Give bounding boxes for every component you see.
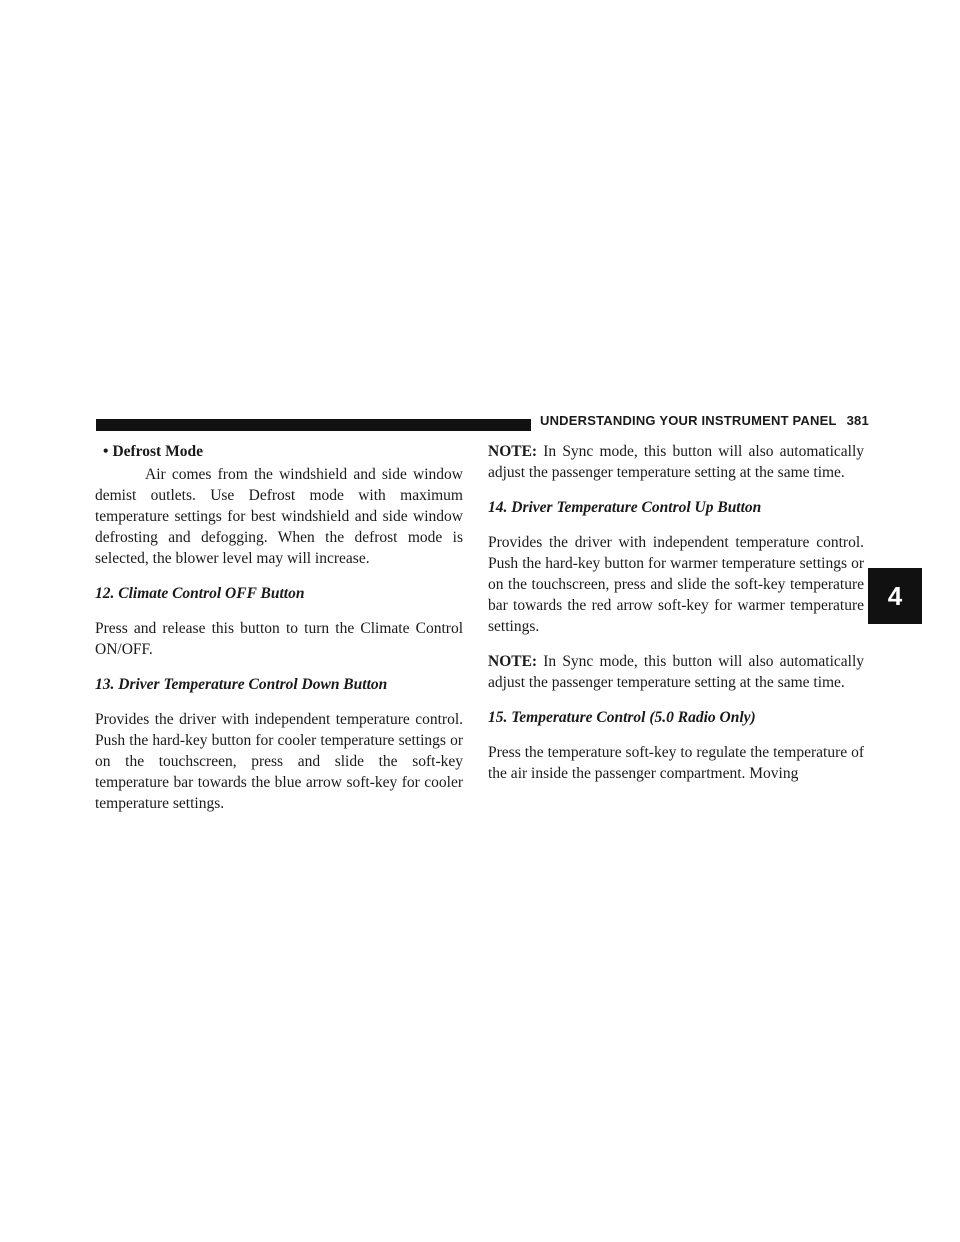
left-column <box>95 441 463 828</box>
paragraph-14: Provides the driver with independent temperature control. Push the hard-key button for warmer temperature settings or on the touchscreen, press and slide the soft-key temperature bar towards the red arrow soft-key for warmer temperature settings. <box>488 534 864 635</box>
bullet-title: Defrost Mode <box>112 443 203 460</box>
note-label: NOTE: <box>488 653 538 670</box>
note-text: In Sync mode, this button will also automatically adjust the passenger temperature setting at the same time. <box>488 443 864 481</box>
chapter-tab: 4 <box>868 568 922 624</box>
paragraph-13: Provides the driver with independent temperature control. Push the hard-key button for cooler temperature settings or on the touchscreen, press and slide the soft-key temperature bar towards the blue arrow soft-key for cooler temperature settings. <box>95 711 463 812</box>
paragraph-15: Press the temperature soft-key to regulate the temperature of the air inside the passenger compartment. Moving <box>488 744 864 782</box>
defrost-text: Air comes from the windshield and side window demist outlets. Use Defrost mode with maximum temperature settings for best windshield and side window defrosting and defogging. When the defrost mode is selected, the blower level may will increase. <box>95 466 463 567</box>
heading-14: 14. Driver Temperature Control Up Button <box>488 499 762 516</box>
header-rule <box>96 419 531 431</box>
note-1 <box>488 441 864 483</box>
heading-15: 15. Temperature Control (5.0 Radio Only) <box>488 709 756 726</box>
paragraph-12: Press and release this button to turn the Climate Control ON/OFF. <box>95 620 463 658</box>
note-label: NOTE: <box>488 443 538 460</box>
heading-13: 13. Driver Temperature Control Down Button <box>95 676 388 693</box>
page-number: 381 <box>846 413 869 428</box>
section-title: UNDERSTANDING YOUR INSTRUMENT PANEL <box>540 413 837 428</box>
running-header <box>540 413 869 428</box>
note-text: In Sync mode, this button will also automatically adjust the passenger temperature setting at the same time. <box>488 653 864 691</box>
note-2 <box>488 651 864 693</box>
bullet-dot: • <box>103 443 109 460</box>
heading-12: 12. Climate Control OFF Button <box>95 585 305 602</box>
right-column <box>488 441 864 798</box>
bullet-item <box>95 441 463 462</box>
